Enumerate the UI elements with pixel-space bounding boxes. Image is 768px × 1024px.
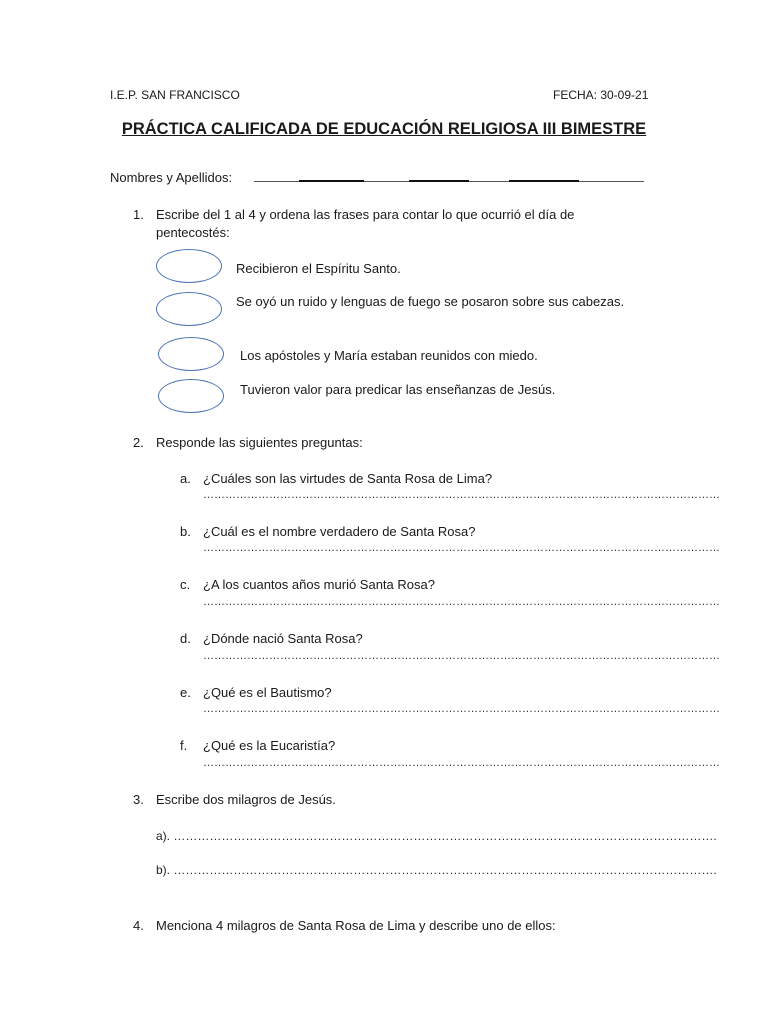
school-name: I.E.P. SAN FRANCISCO (110, 88, 240, 102)
answer-line-b[interactable]: b). ………………………………………………………………………………………………………………………. (156, 863, 717, 877)
sub-question-text: ¿Cuáles son las virtudes de Santa Rosa de Lima? (203, 471, 493, 486)
question-3-text: Escribe dos milagros de Jesús. (156, 792, 336, 807)
question-1-text: Escribe del 1 al 4 y ordena las frases para contar lo que ocurrió el día de (156, 207, 575, 222)
question-1-text-cont: pentecostés: (156, 225, 230, 240)
answer-line[interactable]: …………………………………………………………………………………………………………………………… (203, 757, 720, 769)
answer-line[interactable]: …………………………………………………………………………………………………………………………… (203, 489, 720, 501)
name-label: Nombres y Apellidos: (110, 170, 233, 185)
name-line-segment (409, 180, 469, 182)
answer-line[interactable]: …………………………………………………………………………………………………………………………… (203, 542, 720, 554)
order-number-oval[interactable] (156, 249, 222, 283)
question-number: 3. (133, 792, 144, 807)
pentecost-statement: Los apóstoles y María estaban reunidos con miedo. (240, 348, 538, 363)
name-field-line[interactable] (254, 181, 644, 182)
order-number-oval[interactable] (156, 292, 222, 326)
sub-question-letter: b. (180, 524, 191, 539)
answer-line[interactable]: …………………………………………………………………………………………………………………………… (203, 596, 720, 608)
pentecost-statement: Tuvieron valor para predicar las enseñanzas de Jesús. (240, 382, 556, 397)
answer-line[interactable]: …………………………………………………………………………………………………………………………… (203, 703, 720, 715)
question-number: 1. (133, 207, 144, 222)
answer-line-a[interactable]: a). ………………………………………………………………………………………………………………………. (156, 829, 717, 843)
sub-question-letter: c. (180, 577, 191, 592)
sub-question-text: ¿A los cuantos años murió Santa Rosa? (203, 577, 435, 592)
sub-question-letter: f. (180, 738, 188, 753)
sub-question-text: ¿Dónde nació Santa Rosa? (203, 631, 363, 646)
sub-question-letter: a. (180, 471, 191, 486)
page-title: PRÁCTICA CALIFICADA DE EDUCACIÓN RELIGIOSA III BIMESTRE (121, 120, 647, 138)
name-line-segment (299, 180, 364, 182)
sub-question-letter: e. (180, 685, 191, 700)
exam-date: FECHA: 30-09-21 (553, 88, 649, 102)
question-2-text: Responde las siguientes preguntas: (156, 435, 363, 450)
name-line-segment (509, 180, 579, 182)
order-number-oval[interactable] (158, 337, 224, 371)
sub-question-text: ¿Qué es el Bautismo? (203, 685, 332, 700)
question-number: 4. (133, 918, 144, 933)
order-number-oval[interactable] (158, 379, 224, 413)
pentecost-statement: Recibieron el Espíritu Santo. (236, 261, 401, 276)
sub-question-text: ¿Cuál es el nombre verdadero de Santa Rosa? (203, 524, 476, 539)
sub-question-letter: d. (180, 631, 191, 646)
answer-line[interactable]: …………………………………………………………………………………………………………………………… (203, 650, 720, 662)
sub-question-text: ¿Qué es la Eucaristía? (203, 738, 336, 753)
pentecost-statement: Se oyó un ruido y lenguas de fuego se posaron sobre sus cabezas. (236, 294, 625, 309)
question-number: 2. (133, 435, 144, 450)
question-4-text: Menciona 4 milagros de Santa Rosa de Lima y describe uno de ellos: (156, 918, 556, 933)
